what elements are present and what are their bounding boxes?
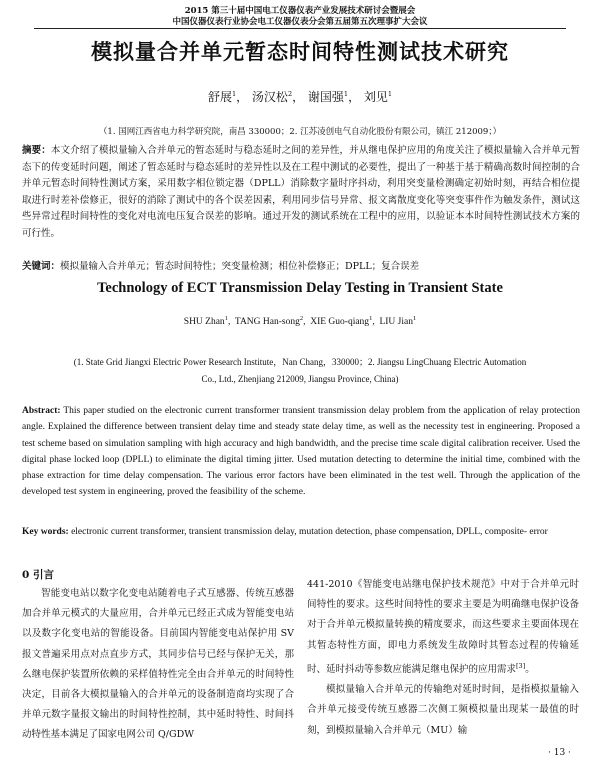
keywords-en-label: Key words: <box>22 527 69 537</box>
authors-en: SHU Zhan$^1$, TANG Han-song$^2$, XIE Guo-qiang$^1$, LIU Jian$^1$ <box>183 315 417 328</box>
authors-cn: 舒展$^1$， 汤汉松$^2$， 谢国强$^1$， 刘见$^1$ <box>207 90 393 104</box>
affiliation-en-line1: (1. State Grid Jiangxi Electric Power Research Institute，Nan Chang，330000；2. Jiangsu LingChuang Electric Automation <box>73 357 527 367</box>
abstract-cn <box>22 143 580 243</box>
abstract-en-label: Abstract: <box>22 406 61 416</box>
body-column-left <box>22 566 294 746</box>
author-name: 舒展 <box>207 90 232 104</box>
abstract-en <box>22 403 580 501</box>
page-number: · 13 · <box>548 748 571 758</box>
author-name-en: LIU Jian <box>379 317 413 328</box>
body-column-right <box>307 575 579 741</box>
body-paragraph: 模拟量输入合并单元的传输绝对延时时间，是指模拟量输入合并单元接受传统互感器二次侧工频模拟量出现某一最值的时刻，到模拟量输入合并单元（MU）输 <box>307 684 579 736</box>
author-affil-mark: 1 <box>231 90 237 98</box>
keywords-cn-text: 模拟量输入合并单元；暂态时间特性；突变量检测；相位补偿修正；DPLL；复合误差 <box>60 261 420 272</box>
keywords-en-text: electronic current transformer, transient transmission delay, mutation detection, phase compensation, DPLL, composite- error <box>71 527 548 537</box>
conference-subheader: 中国仪器仪表行业协会电工仪器仪表分会第五届第五次理事扩大会议 <box>172 17 428 27</box>
body-text: 441-2010《智能变电站继电保护技术规范》中对于合并单元时间特性的要求。这些时间特性的要求主要是为明确继电保护设备对于合并单元模拟量转换的精度要求，而这些要求主要面体现在其暂态特性方面，即电力系统发生故障时其暂态过程的传输延时、延时抖动等参数应能满足继电保护的应用需求 <box>307 579 579 675</box>
paper-title-cn: 模拟量合并单元暂态时间特性测试技术研究 <box>91 39 509 64</box>
author-affil-mark: 1 <box>412 315 417 322</box>
author-name: 汤汉松 <box>251 90 288 104</box>
conference-header: 2015 第三十届中国电工仪器仪表产业发展技术研讨会暨展会 <box>184 6 416 16</box>
abstract-cn-label: 摘要： <box>22 145 51 156</box>
header-divider <box>34 28 566 29</box>
abstract-cn-text: 本文介绍了模拟量输入合并单元的暂态延时与稳态延时之间的差异性，并从继电保护应用的角度关注了模拟量输入合并单元暂态下的传变延时问题，阐述了暂态延时与稳态延时的差异性以及在工程中测试的必要性，提出了一种基于基于精确高数时间控制的合并单元暂态时间特性测试方案，采用数字相位锁定器（DPLL）消除数字量时序抖动，利用突变量检测确定初始时刻，再结合相位提取进行时差补偿修正，很好的消除了测试中的各个误差因素，利用同步信号异常、报文离散度变化等突变事件作为触发条件，测试这些异常过程时间特性的变化对电流电压复合误差的影响。通过开发的测试系统在工程中的应用，以验证本本时间特性测试技术方案的可行性。 <box>22 145 580 239</box>
affiliation-en-line2: Co., Ltd., Zhenjiang 212009, Jiangsu Province, China) <box>201 374 399 384</box>
author-name-en: XIE Guo-qiang <box>310 317 370 328</box>
author-affil-mark: 1 <box>224 315 228 322</box>
keywords-cn-label: 关键词： <box>22 261 61 272</box>
body-paragraph: 智能变电站以数字化变电站随着电子式互感器、传统互感器加合并单元模式的大量应用，合并单元已经正式成为智能变电站以及数字化变电站的智能设备。目前国内智能变电站保护用 SV 报文普遍采用点对点直步方式，其同步信号已经与保护无关，那么继电保护装置所依赖的采样值特性完全由合并单元的时间特性决定，目前各大模拟量输入的合并单元的设备制造商均实现了合并单元数字量报文输出的时间特性控制，其中延时特性、时间抖动特性基本满足了国家电网公司 Q/GDW <box>22 588 294 741</box>
author-name: 刘见 <box>363 90 388 104</box>
author-affil-mark: 2 <box>287 90 293 98</box>
keywords-en <box>22 524 580 540</box>
author-affil-mark: 2 <box>299 315 304 322</box>
abstract-en-text: This paper studied on the electronic current transformer transient transmission delay problem from the application of relay protection angle. Explained the difference between transient delay time and steady state delay time, as well as the necessity test in engineering. Proposed a test scheme based on simulation sampling with high accuracy and high bandwidth, and the precise time scale digital calibration receiver. Used the digital phase locked loop (DPLL) to eliminate the digital timing jitter. Used mutation detecting to determine the initial time, combined with the phase extraction for time delay compensation. The various error factors have been eliminated in the test well. Through the application of the developed test system in engineering, proved the feasibility of the scheme. <box>22 406 580 498</box>
section-heading: 0 引言 <box>22 569 54 581</box>
body-text-end: 。 <box>525 663 535 675</box>
body-paragraph-continued <box>307 575 579 680</box>
author-affil-mark: 1 <box>387 90 393 98</box>
affiliation-en <box>40 354 560 388</box>
author-name: 谢国强 <box>307 90 344 104</box>
author-name-en: TANG Han-song <box>234 317 300 328</box>
author-name-en: SHU Zhan <box>183 317 225 328</box>
affiliation-cn: （1. 国网江西省电力科学研究院，南昌 330000；2. 江苏凌创电气自动化股份有限公司，镇江 212009；） <box>98 127 502 137</box>
author-affil-mark: 1 <box>343 90 349 98</box>
citation-ref: [3] <box>516 661 526 670</box>
paper-title-en: Technology of ECT Transmission Delay Testing in Transient State <box>97 280 503 296</box>
author-affil-mark: 1 <box>369 315 373 322</box>
keywords-cn <box>22 258 580 272</box>
